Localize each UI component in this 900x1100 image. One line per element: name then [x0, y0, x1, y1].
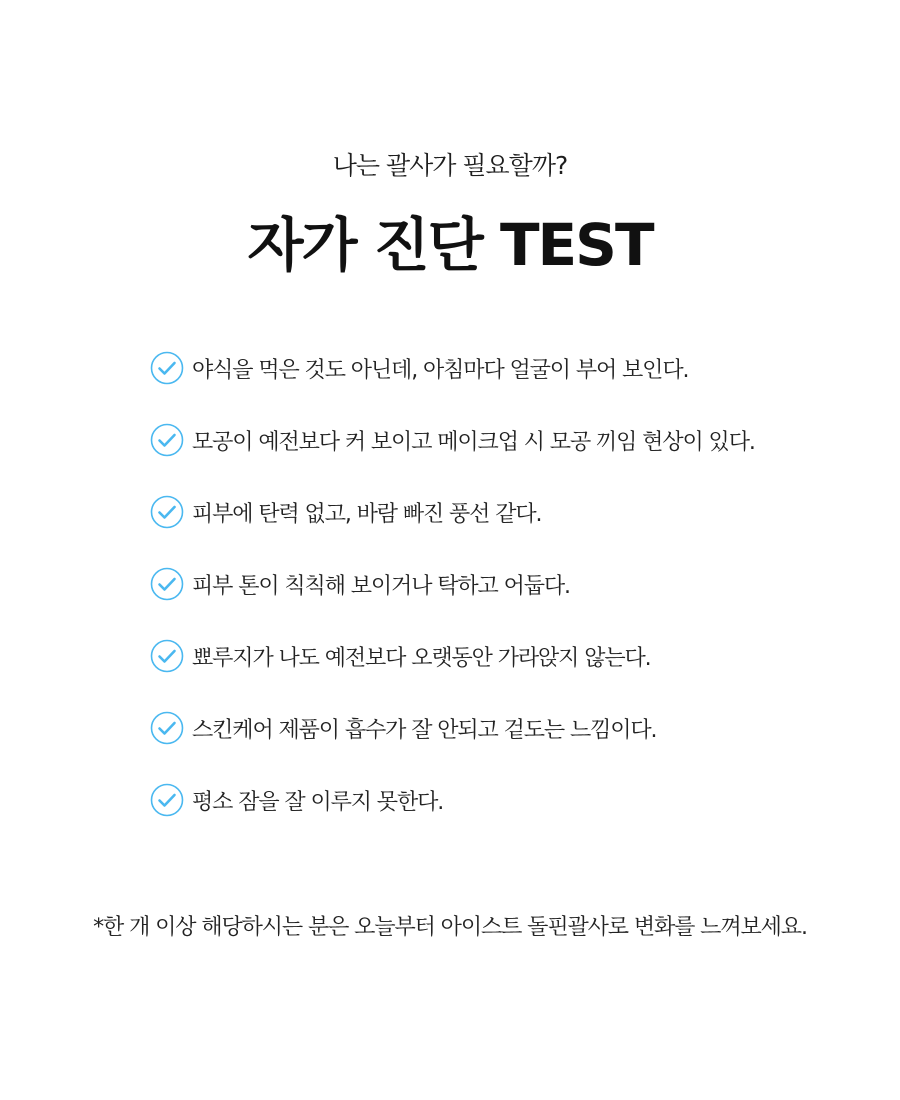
check-circle-icon	[150, 567, 184, 601]
checklist-item	[150, 350, 850, 386]
check-circle-icon	[150, 423, 184, 457]
check-circle-icon	[150, 351, 184, 385]
checklist-item-text: 피부 톤이 칙칙해 보이거나 탁하고 어둡다.	[192, 573, 570, 599]
checklist-item	[150, 494, 850, 530]
checklist-item-text: 야식을 먹은 것도 아닌데, 아침마다 얼굴이 부어 보인다.	[192, 357, 689, 383]
checklist-item-text: 모공이 예전보다 커 보이고 메이크업 시 모공 끼임 현상이 있다.	[192, 429, 755, 455]
checklist-item-text: 피부에 탄력 없고, 바람 빠진 풍선 같다.	[192, 501, 542, 527]
self-diagnosis-checklist	[150, 350, 850, 854]
checklist-item	[150, 782, 850, 818]
checklist-item-text: 뾰루지가 나도 예전보다 오랫동안 가라앉지 않는다.	[192, 645, 651, 671]
check-circle-icon	[150, 639, 184, 673]
checklist-item	[150, 710, 850, 746]
checklist-item	[150, 422, 850, 458]
page-subtitle: 나는 괄사가 필요할까?	[332, 151, 568, 180]
checklist-item-text: 평소 잠을 잘 이루지 못한다.	[192, 789, 444, 815]
check-circle-icon	[150, 711, 184, 745]
check-circle-icon	[150, 495, 184, 529]
page-title: 자가 진단 TEST	[247, 211, 653, 279]
checklist-item	[150, 566, 850, 602]
check-circle-icon	[150, 783, 184, 817]
checklist-item	[150, 638, 850, 674]
checklist-item-text: 스킨케어 제품이 흡수가 잘 안되고 겉도는 느낌이다.	[192, 717, 657, 743]
footnote: *한 개 이상 해당하시는 분은 오늘부터 아이스트 돌핀괄사로 변화를 느껴보세요.	[93, 915, 807, 940]
